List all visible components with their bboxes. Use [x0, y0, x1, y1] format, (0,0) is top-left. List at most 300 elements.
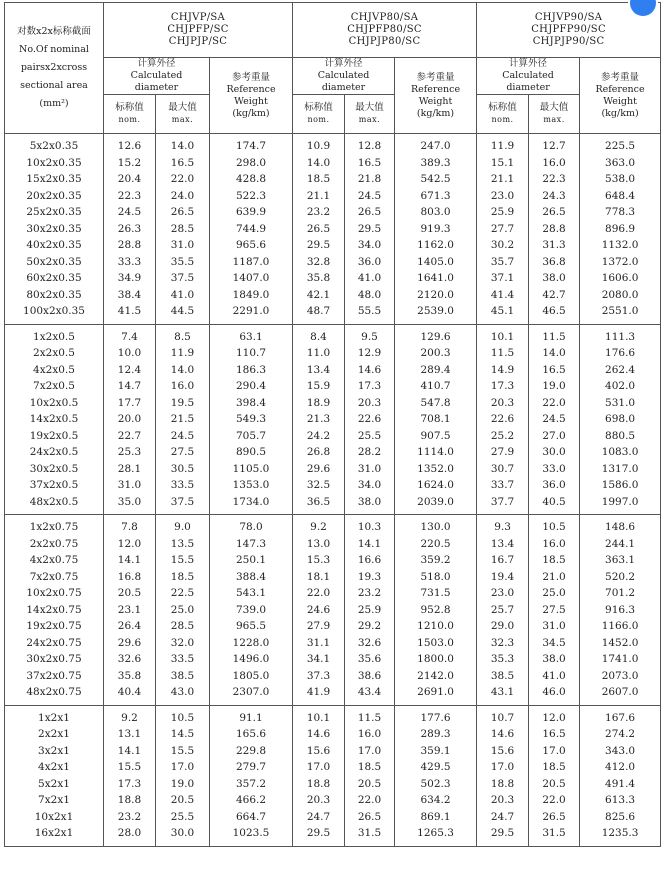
- value-cell: 78.0: [210, 515, 293, 536]
- value-cell: 890.5: [210, 444, 293, 461]
- spec-cell: 2x2x1: [5, 726, 104, 743]
- value-cell: 177.6: [395, 705, 477, 726]
- value-cell: 2551.0: [580, 303, 661, 324]
- spec-cell: 25x2x0.35: [5, 204, 104, 221]
- value-cell: 14.6: [293, 726, 345, 743]
- value-cell: 31.5: [345, 825, 395, 846]
- value-cell: 9.5: [345, 324, 395, 345]
- value-cell: 21.0: [529, 569, 580, 586]
- value-cell: 1132.0: [580, 237, 661, 254]
- value-cell: 16.8: [104, 569, 156, 586]
- value-cell: 14.1: [345, 536, 395, 553]
- reference-weight-header: [580, 58, 661, 134]
- value-cell: 919.3: [395, 221, 477, 238]
- spec-cell: 1x2x0.5: [5, 324, 104, 345]
- value-cell: 965.5: [210, 618, 293, 635]
- spec-cell: 30x2x0.35: [5, 221, 104, 238]
- value-cell: 1023.5: [210, 825, 293, 846]
- table-row: [5, 171, 661, 188]
- value-cell: 739.0: [210, 602, 293, 619]
- value-cell: 26.5: [156, 204, 210, 221]
- table-row: [5, 668, 661, 685]
- value-cell: 274.2: [580, 726, 661, 743]
- value-cell: 8.5: [156, 324, 210, 345]
- value-cell: 1228.0: [210, 635, 293, 652]
- value-cell: 9.3: [477, 515, 529, 536]
- table-row: [5, 188, 661, 205]
- spec-cell: 1x2x1: [5, 705, 104, 726]
- value-cell: 20.3: [477, 792, 529, 809]
- value-cell: 12.4: [104, 362, 156, 379]
- value-cell: 289.3: [395, 726, 477, 743]
- value-cell: 343.0: [580, 743, 661, 760]
- value-cell: 24.5: [156, 428, 210, 445]
- value-cell: 825.6: [580, 809, 661, 826]
- value-cell: 16.5: [345, 155, 395, 172]
- value-cell: 20.3: [293, 792, 345, 809]
- value-cell: 220.5: [395, 536, 477, 553]
- table-row: [5, 705, 661, 726]
- value-cell: 21.8: [345, 171, 395, 188]
- value-cell: 13.1: [104, 726, 156, 743]
- value-cell: 37.7: [477, 494, 529, 515]
- value-cell: 35.8: [293, 270, 345, 287]
- maximum-header: [156, 95, 210, 134]
- value-cell: 1353.0: [210, 477, 293, 494]
- value-cell: 18.9: [293, 395, 345, 412]
- value-cell: 14.0: [293, 155, 345, 172]
- value-cell: 36.0: [529, 477, 580, 494]
- value-cell: 22.0: [293, 585, 345, 602]
- maximum-header: [529, 95, 580, 134]
- value-cell: 15.5: [156, 743, 210, 760]
- value-cell: 19.0: [156, 776, 210, 793]
- value-cell: 14.1: [104, 552, 156, 569]
- value-cell: 2539.0: [395, 303, 477, 324]
- value-cell: 965.6: [210, 237, 293, 254]
- value-cell: 34.1: [293, 651, 345, 668]
- value-cell: 91.1: [210, 705, 293, 726]
- value-cell: 41.5: [104, 303, 156, 324]
- value-cell: 30.2: [477, 237, 529, 254]
- value-cell: 20.3: [477, 395, 529, 412]
- value-cell: 28.0: [104, 825, 156, 846]
- value-cell: 24.7: [293, 809, 345, 826]
- value-cell: 22.0: [345, 792, 395, 809]
- value-cell: 147.3: [210, 536, 293, 553]
- reference-weight-en2: Weight: [418, 95, 453, 107]
- value-cell: 16.0: [345, 726, 395, 743]
- value-cell: 38.0: [529, 651, 580, 668]
- value-cell: 43.1: [477, 684, 529, 705]
- value-cell: 11.0: [293, 345, 345, 362]
- value-cell: 10.3: [345, 515, 395, 536]
- table-row: [5, 395, 661, 412]
- value-cell: 549.3: [210, 411, 293, 428]
- table-row: [5, 585, 661, 602]
- value-cell: 708.1: [395, 411, 477, 428]
- value-cell: 31.5: [529, 825, 580, 846]
- value-cell: 33.7: [477, 477, 529, 494]
- value-cell: 2291.0: [210, 303, 293, 324]
- value-cell: 110.7: [210, 345, 293, 362]
- table-row: [5, 743, 661, 760]
- value-cell: 38.6: [345, 668, 395, 685]
- value-cell: 29.6: [293, 461, 345, 478]
- calculated-diameter-en2: diameter: [506, 82, 550, 93]
- value-cell: 29.5: [477, 825, 529, 846]
- value-cell: 1741.0: [580, 651, 661, 668]
- value-cell: 32.5: [293, 477, 345, 494]
- nominal-cn: 标称值: [115, 102, 144, 113]
- value-cell: 38.0: [529, 270, 580, 287]
- value-cell: 1849.0: [210, 287, 293, 304]
- value-cell: 542.5: [395, 171, 477, 188]
- value-cell: 63.1: [210, 324, 293, 345]
- value-cell: 1805.0: [210, 668, 293, 685]
- value-cell: 24.5: [529, 411, 580, 428]
- reference-weight-cn: 参考重量: [416, 71, 455, 83]
- series-model: CHJPJP/SC: [168, 36, 228, 47]
- value-cell: 7.8: [104, 515, 156, 536]
- spec-cell: 4x2x0.5: [5, 362, 104, 379]
- value-cell: 17.7: [104, 395, 156, 412]
- table-row: [5, 776, 661, 793]
- value-cell: 520.2: [580, 569, 661, 586]
- value-cell: 28.5: [156, 221, 210, 238]
- calculated-diameter-header: [293, 58, 395, 95]
- spec-cell: 30x2x0.75: [5, 651, 104, 668]
- value-cell: 37.3: [293, 668, 345, 685]
- value-cell: 14.0: [529, 345, 580, 362]
- spec-cell: 14x2x0.5: [5, 411, 104, 428]
- value-cell: 18.5: [293, 171, 345, 188]
- series-model: CHJVP/SA: [170, 12, 226, 23]
- value-cell: 34.5: [529, 635, 580, 652]
- value-cell: 16.5: [529, 726, 580, 743]
- value-cell: 9.2: [104, 705, 156, 726]
- value-cell: 28.2: [345, 444, 395, 461]
- value-cell: 1496.0: [210, 651, 293, 668]
- value-cell: 22.0: [529, 792, 580, 809]
- spec-cell: 20x2x0.35: [5, 188, 104, 205]
- value-cell: 10.0: [104, 345, 156, 362]
- row-group: [5, 705, 661, 846]
- value-cell: 17.0: [293, 759, 345, 776]
- spec-cell: 10x2x1: [5, 809, 104, 826]
- value-cell: 2691.0: [395, 684, 477, 705]
- value-cell: 25.9: [477, 204, 529, 221]
- value-cell: 466.2: [210, 792, 293, 809]
- series-model: CHJPFP80/SC: [347, 24, 422, 35]
- value-cell: 25.7: [477, 602, 529, 619]
- value-cell: 26.5: [293, 221, 345, 238]
- value-cell: 16.0: [529, 155, 580, 172]
- table-row: [5, 221, 661, 238]
- value-cell: 31.1: [293, 635, 345, 652]
- value-cell: 165.6: [210, 726, 293, 743]
- value-cell: 664.7: [210, 809, 293, 826]
- spec-cell: 10x2x0.35: [5, 155, 104, 172]
- value-cell: 429.5: [395, 759, 477, 776]
- value-cell: 28.8: [529, 221, 580, 238]
- value-cell: 1606.0: [580, 270, 661, 287]
- value-cell: 23.1: [104, 602, 156, 619]
- table-row: [5, 809, 661, 826]
- value-cell: 2307.0: [210, 684, 293, 705]
- value-cell: 16.6: [345, 552, 395, 569]
- reference-weight-en2: Weight: [603, 95, 637, 107]
- nominal-en: nom.: [118, 115, 141, 124]
- table-row: [5, 270, 661, 287]
- value-cell: 186.3: [210, 362, 293, 379]
- value-cell: 42.7: [529, 287, 580, 304]
- value-cell: 14.7: [104, 378, 156, 395]
- value-cell: 13.0: [293, 536, 345, 553]
- value-cell: 41.0: [156, 287, 210, 304]
- value-cell: 46.0: [529, 684, 580, 705]
- value-cell: 1187.0: [210, 254, 293, 271]
- value-cell: 26.5: [345, 809, 395, 826]
- value-cell: 502.3: [395, 776, 477, 793]
- value-cell: 279.7: [210, 759, 293, 776]
- value-cell: 20.0: [104, 411, 156, 428]
- reference-weight-en1: Reference: [226, 83, 276, 95]
- value-cell: 200.3: [395, 345, 477, 362]
- value-cell: 14.0: [156, 362, 210, 379]
- value-cell: 1105.0: [210, 461, 293, 478]
- value-cell: 29.5: [345, 221, 395, 238]
- value-cell: 33.5: [156, 477, 210, 494]
- nominal-header: [293, 95, 345, 134]
- value-cell: 24.6: [293, 602, 345, 619]
- value-cell: 402.0: [580, 378, 661, 395]
- value-cell: 167.6: [580, 705, 661, 726]
- series-model: CHJVP80/SA: [350, 12, 419, 23]
- nominal-header: [104, 95, 156, 134]
- table-row: [5, 204, 661, 221]
- value-cell: 30.7: [477, 461, 529, 478]
- value-cell: 14.9: [477, 362, 529, 379]
- value-cell: 35.6: [345, 651, 395, 668]
- value-cell: 543.1: [210, 585, 293, 602]
- spec-header-cn: 对数x2x标称截面: [17, 26, 91, 37]
- spec-cell: 30x2x0.5: [5, 461, 104, 478]
- value-cell: 37.5: [156, 270, 210, 287]
- spec-header-en-line1: No.Of nominal: [19, 44, 89, 55]
- nominal-en: nom.: [491, 115, 514, 124]
- maximum-en: max.: [358, 115, 381, 124]
- cable-spec-table: [4, 2, 661, 847]
- value-cell: 44.5: [156, 303, 210, 324]
- value-cell: 1586.0: [580, 477, 661, 494]
- value-cell: 35.3: [477, 651, 529, 668]
- spec-cell: 2x2x0.75: [5, 536, 104, 553]
- calculated-diameter-en1: Calculated: [317, 70, 370, 81]
- value-cell: 26.8: [293, 444, 345, 461]
- spec-cell: 19x2x0.75: [5, 618, 104, 635]
- value-cell: 522.3: [210, 188, 293, 205]
- value-cell: 21.3: [293, 411, 345, 428]
- table-row: [5, 569, 661, 586]
- table-row: [5, 602, 661, 619]
- value-cell: 538.0: [580, 171, 661, 188]
- value-cell: 1265.3: [395, 825, 477, 846]
- value-cell: 20.5: [104, 585, 156, 602]
- table-row: [5, 477, 661, 494]
- spec-cell: 60x2x0.35: [5, 270, 104, 287]
- table-row: [5, 515, 661, 536]
- calculated-diameter-cn: 计算外径: [324, 58, 363, 69]
- value-cell: 2080.0: [580, 287, 661, 304]
- value-cell: 30.0: [529, 444, 580, 461]
- value-cell: 25.0: [529, 585, 580, 602]
- value-cell: 18.8: [477, 776, 529, 793]
- value-cell: 174.7: [210, 134, 293, 155]
- value-cell: 744.9: [210, 221, 293, 238]
- value-cell: 23.2: [104, 809, 156, 826]
- value-cell: 289.4: [395, 362, 477, 379]
- value-cell: 8.4: [293, 324, 345, 345]
- value-cell: 16.7: [477, 552, 529, 569]
- value-cell: 16.0: [529, 536, 580, 553]
- value-cell: 1407.0: [210, 270, 293, 287]
- value-cell: 1405.0: [395, 254, 477, 271]
- spec-cell: 37x2x0.5: [5, 477, 104, 494]
- value-cell: 17.0: [345, 743, 395, 760]
- value-cell: 40.4: [104, 684, 156, 705]
- value-cell: 31.3: [529, 237, 580, 254]
- value-cell: 36.8: [529, 254, 580, 271]
- value-cell: 9.2: [293, 515, 345, 536]
- value-cell: 298.0: [210, 155, 293, 172]
- value-cell: 27.5: [156, 444, 210, 461]
- value-cell: 41.0: [345, 270, 395, 287]
- value-cell: 18.5: [529, 552, 580, 569]
- value-cell: 229.8: [210, 743, 293, 760]
- value-cell: 31.0: [104, 477, 156, 494]
- value-cell: 359.2: [395, 552, 477, 569]
- spec-cell: 100x2x0.35: [5, 303, 104, 324]
- value-cell: 357.2: [210, 776, 293, 793]
- value-cell: 14.6: [345, 362, 395, 379]
- value-cell: 130.0: [395, 515, 477, 536]
- table-row: [5, 324, 661, 345]
- value-cell: 18.1: [293, 569, 345, 586]
- value-cell: 14.0: [156, 134, 210, 155]
- spec-cell: 2x2x0.5: [5, 345, 104, 362]
- value-cell: 29.2: [345, 618, 395, 635]
- value-cell: 19.0: [529, 378, 580, 395]
- table-row: [5, 134, 661, 155]
- value-cell: 31.0: [156, 237, 210, 254]
- table-row: [5, 237, 661, 254]
- value-cell: 731.5: [395, 585, 477, 602]
- value-cell: 15.6: [293, 743, 345, 760]
- value-cell: 32.0: [156, 635, 210, 652]
- value-cell: 13.4: [477, 536, 529, 553]
- value-cell: 13.4: [293, 362, 345, 379]
- maximum-cn: 最大值: [168, 102, 197, 113]
- value-cell: 803.0: [395, 204, 477, 221]
- value-cell: 45.1: [477, 303, 529, 324]
- value-cell: 1317.0: [580, 461, 661, 478]
- table-row: [5, 726, 661, 743]
- table-row: [5, 254, 661, 271]
- value-cell: 24.0: [156, 188, 210, 205]
- value-cell: 25.2: [477, 428, 529, 445]
- table-row: [5, 618, 661, 635]
- row-group: [5, 515, 661, 706]
- series-model: CHJPJP80/SC: [348, 36, 421, 47]
- value-cell: 34.9: [104, 270, 156, 287]
- value-cell: 16.5: [529, 362, 580, 379]
- value-cell: 24.7: [477, 809, 529, 826]
- value-cell: 1452.0: [580, 635, 661, 652]
- value-cell: 29.6: [104, 635, 156, 652]
- value-cell: 247.0: [395, 134, 477, 155]
- value-cell: 33.5: [156, 651, 210, 668]
- value-cell: 705.7: [210, 428, 293, 445]
- value-cell: 27.9: [477, 444, 529, 461]
- spec-cell: 48x2x0.5: [5, 494, 104, 515]
- value-cell: 41.9: [293, 684, 345, 705]
- value-cell: 33.3: [104, 254, 156, 271]
- value-cell: 26.5: [345, 204, 395, 221]
- spec-header-en-line2: pairsx2xcross: [20, 62, 88, 73]
- value-cell: 38.5: [477, 668, 529, 685]
- value-cell: 22.7: [104, 428, 156, 445]
- value-cell: 36.5: [293, 494, 345, 515]
- spec-cell: 19x2x0.5: [5, 428, 104, 445]
- value-cell: 491.4: [580, 776, 661, 793]
- value-cell: 11.9: [477, 134, 529, 155]
- nominal-en: nom.: [307, 115, 330, 124]
- value-cell: 26.5: [529, 809, 580, 826]
- reference-weight-en1: Reference: [410, 83, 461, 95]
- row-group: [5, 324, 661, 515]
- value-cell: 32.3: [477, 635, 529, 652]
- reference-weight-unit: (kg/km): [232, 107, 270, 119]
- series-header-1: [104, 3, 293, 58]
- value-cell: 634.2: [395, 792, 477, 809]
- value-cell: 11.9: [156, 345, 210, 362]
- reference-weight-unit: (kg/km): [416, 107, 455, 119]
- calculated-diameter-cn: 计算外径: [509, 58, 548, 69]
- value-cell: 43.0: [156, 684, 210, 705]
- value-cell: 363.0: [580, 155, 661, 172]
- value-cell: 38.4: [104, 287, 156, 304]
- value-cell: 20.3: [345, 395, 395, 412]
- value-cell: 290.4: [210, 378, 293, 395]
- table-row: [5, 287, 661, 304]
- value-cell: 42.1: [293, 287, 345, 304]
- calculated-diameter-en2: diameter: [134, 82, 179, 93]
- series-model: CHJVP90/SA: [534, 12, 603, 23]
- spec-header-unit: (mm²): [39, 98, 69, 109]
- value-cell: 48.7: [293, 303, 345, 324]
- spec-cell: 37x2x0.75: [5, 668, 104, 685]
- reference-weight-en2: Weight: [234, 95, 268, 107]
- value-cell: 43.4: [345, 684, 395, 705]
- value-cell: 389.3: [395, 155, 477, 172]
- value-cell: 1641.0: [395, 270, 477, 287]
- value-cell: 2142.0: [395, 668, 477, 685]
- value-cell: 10.9: [293, 134, 345, 155]
- reference-weight-header: [395, 58, 477, 134]
- value-cell: 7.4: [104, 324, 156, 345]
- value-cell: 1352.0: [395, 461, 477, 478]
